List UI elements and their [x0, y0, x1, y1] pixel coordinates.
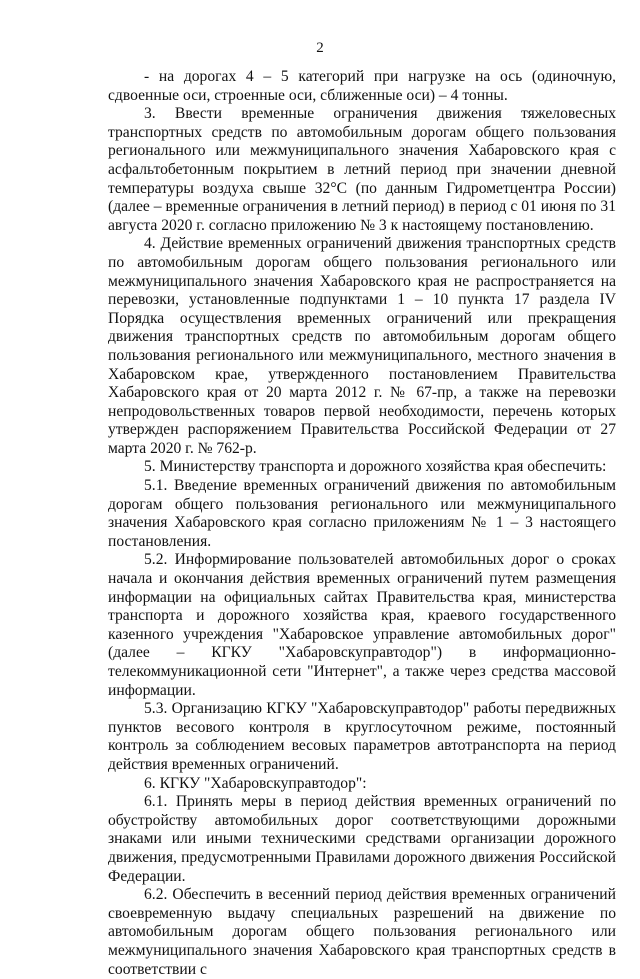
paragraph-item-3-summer-restrictions: 3. Ввести временные ограничения движения тяжеловесных транспортных средств по автомобильным дорогам общего пользования регионального или межмуниципального значения Хабаровского края с асфальтобетонным покрытием в летний период при значении дневной температуры воздуха свыше 32°С (по данным Гидрометцентра России) (далее – временные ограничения в летний период) в период с 01 июня по 31 августа 2020 г. согласно приложению № 3 к настоящему постановлению.: [108, 105, 616, 234]
paragraph-item-5-2: 5.2. Информирование пользователей автомобильных дорог о сроках начала и окончания действия временных ограничений путем размещения информации на официальных сайтах Правительства края, министерства транспорта и дорожного хозяйства края, краевого государственного казенного учреждения "Хабаровское управление автомобильных дорог" (далее – КГКУ "Хабаровскуправтодор") в информационно-телекоммуникационной сети "Интернет", а также через средства массовой информации.: [108, 551, 616, 699]
page-number: 2: [316, 40, 324, 56]
paragraph-item-6-2: 6.2. Обеспечить в весенний период действия временных ограничений своевременную выдачу специальных разрешений на движение по автомобильным дорогам общего пользования регионального или межмуниципального значения Хабаровского края транспортных средств в соответствии с: [108, 886, 616, 978]
paragraph-axle-load-4-5-categories: - на дорогах 4 – 5 категорий при нагрузке на ось (одиночную, сдвоенные оси, строенные оси, сближенные оси) – 4 тонны.: [108, 68, 616, 104]
paragraph-item-5-1: 5.1. Введение временных ограничений движения по автомобильным дорогам общего пользования регионального или межмуниципального значения Хабаровского края согласно приложениям № 1 – 3 настоящего постановления.: [108, 477, 616, 550]
paragraph-item-5-ministry: 5. Министерству транспорта и дорожного хозяйства края обеспечить:: [144, 458, 607, 476]
paragraph-item-4-exemptions: 4. Действие временных ограничений движения транспортных средств по автомобильным дорогам общего пользования регионального или межмуниципального значения Хабаровского края не распространяется на перевозки, установленные подпунктами 1 – 10 пункта 17 раздела IV Порядка осуществления временных ограничений или прекращения движения транспортных средств по автомобильным дорогам общего пользования регионального или межмуниципального, местного значения в Хабаровском крае, утвержденного постановлением Правительства Хабаровского края от 20 марта 2012 г. № 67-пр, а также на перевозки непродовольственных товаров первой необходимости, перечень которых утвержден распоряжением Правительства Российской Федерации от 27 марта 2020 г. № 762-р.: [108, 235, 616, 457]
document-body: [108, 68, 616, 979]
paragraph-item-6: 6. КГКУ "Хабаровскуправтодор":: [144, 774, 367, 792]
paragraph-item-5-3: 5.3. Организацию КГКУ "Хабаровскуправтодор" работы передвижных пунктов весового контроля в круглосуточном режиме, постоянный контроль за соблюдением весовых параметров автотранспорта на период действия временных ограничений.: [108, 700, 616, 773]
paragraph-item-6-1: 6.1. Принять меры в период действия временных ограничений по обустройству автомобильных дорог соответствующими дорожными знаками или иными техническими средствами организации дорожного движения, предусмотренными Правилами дорожного движения Российской Федерации.: [108, 793, 616, 885]
